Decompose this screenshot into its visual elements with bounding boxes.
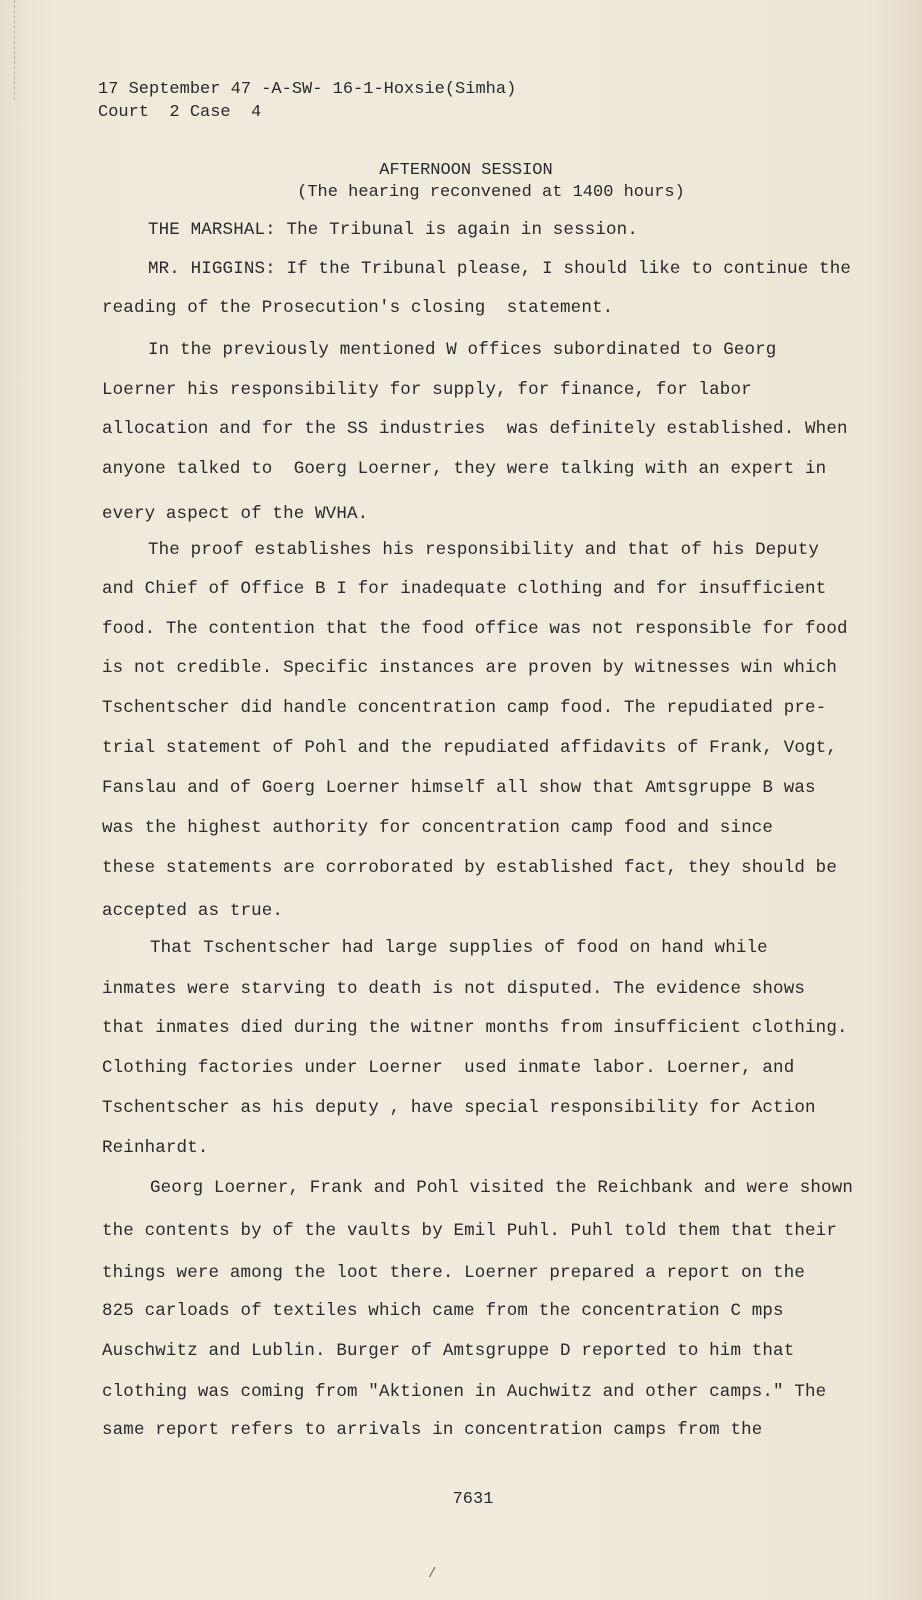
header-line-2: Court 2 Case 4 (98, 103, 262, 122)
header-line-1: 17 September 47 -A-SW- 16-1-Hoxsie(Simha) (98, 80, 517, 99)
body-line: reading of the Prosecution's closing statement. (102, 298, 614, 318)
body-line: and Chief of Office B I for inadequate clothing and for insufficient (102, 579, 827, 599)
body-line: 825 carloads of textiles which came from the concentration C mps (102, 1301, 784, 1321)
body-line: In the previously mentioned W offices subordinated to Georg (148, 340, 777, 360)
body-line: clothing was coming from "Aktionen in Auchwitz and other camps." The (102, 1382, 827, 1402)
body-line: was the highest authority for concentration camp food and since (102, 818, 774, 838)
body-line: that inmates died during the witner months from insufficient clothing. (102, 1018, 848, 1038)
body-line: MR. HIGGINS: If the Tribunal please, I should like to continue the (148, 259, 852, 279)
session-subtitle: (The hearing reconvened at 1400 hours) (297, 183, 685, 202)
body-line: Fanslau and of Goerg Loerner himself all show that Amtsgruppe B was (102, 778, 816, 798)
body-line: anyone talked to Goerg Loerner, they were talking with an expert in (102, 459, 827, 479)
body-line: trial statement of Pohl and the repudiated affidavits of Frank, Vogt, (102, 738, 837, 758)
body-line: these statements are corroborated by established fact, they should be (102, 858, 837, 878)
body-line: The proof establishes his responsibility and that of his Deputy (148, 540, 820, 560)
body-line: Clothing factories under Loerner used inmate labor. Loerner, and (102, 1058, 795, 1078)
body-line: THE MARSHAL: The Tribunal is again in session. (148, 220, 638, 240)
body-line: allocation and for the SS industries was definitely established. When (102, 419, 848, 439)
page-number: 7631 (452, 1490, 494, 1509)
body-line: Tschentscher did handle concentration camp food. The repudiated pre- (102, 698, 827, 718)
body-line: food. The contention that the food office was not responsible for food (102, 619, 848, 639)
body-line: Loerner his responsibility for supply, for finance, for labor (102, 380, 752, 400)
body-line: Reinhardt. (102, 1138, 209, 1158)
body-line: Georg Loerner, Frank and Pohl visited the Reichbank and were shown (150, 1178, 854, 1198)
body-line: Tschentscher as his deputy , have special responsibility for Action (102, 1098, 816, 1118)
body-line: things were among the loot there. Loerner prepared a report on the (102, 1263, 806, 1283)
torn-edge (6, 0, 15, 100)
session-heading (0, 160, 922, 204)
footer-mark: / (428, 1566, 437, 1582)
document-header (98, 78, 516, 124)
body-line: inmates were starving to death is not disputed. The evidence shows (102, 979, 806, 999)
body-line: every aspect of the WVHA. (102, 504, 369, 524)
body-line: accepted as true. (102, 901, 284, 921)
session-title: AFTERNOON SESSION (379, 161, 553, 180)
body-line: Auschwitz and Lublin. Burger of Amtsgruppe D reported to him that (102, 1341, 795, 1361)
body-line: same report refers to arrivals in concentration camps from the (102, 1420, 763, 1440)
body-line: the contents by of the vaults by Emil Puhl. Puhl told them that their (102, 1221, 837, 1241)
body-line: That Tschentscher had large supplies of food on hand while (150, 938, 768, 958)
body-line: is not credible. Specific instances are proven by witnesses win which (102, 658, 837, 678)
